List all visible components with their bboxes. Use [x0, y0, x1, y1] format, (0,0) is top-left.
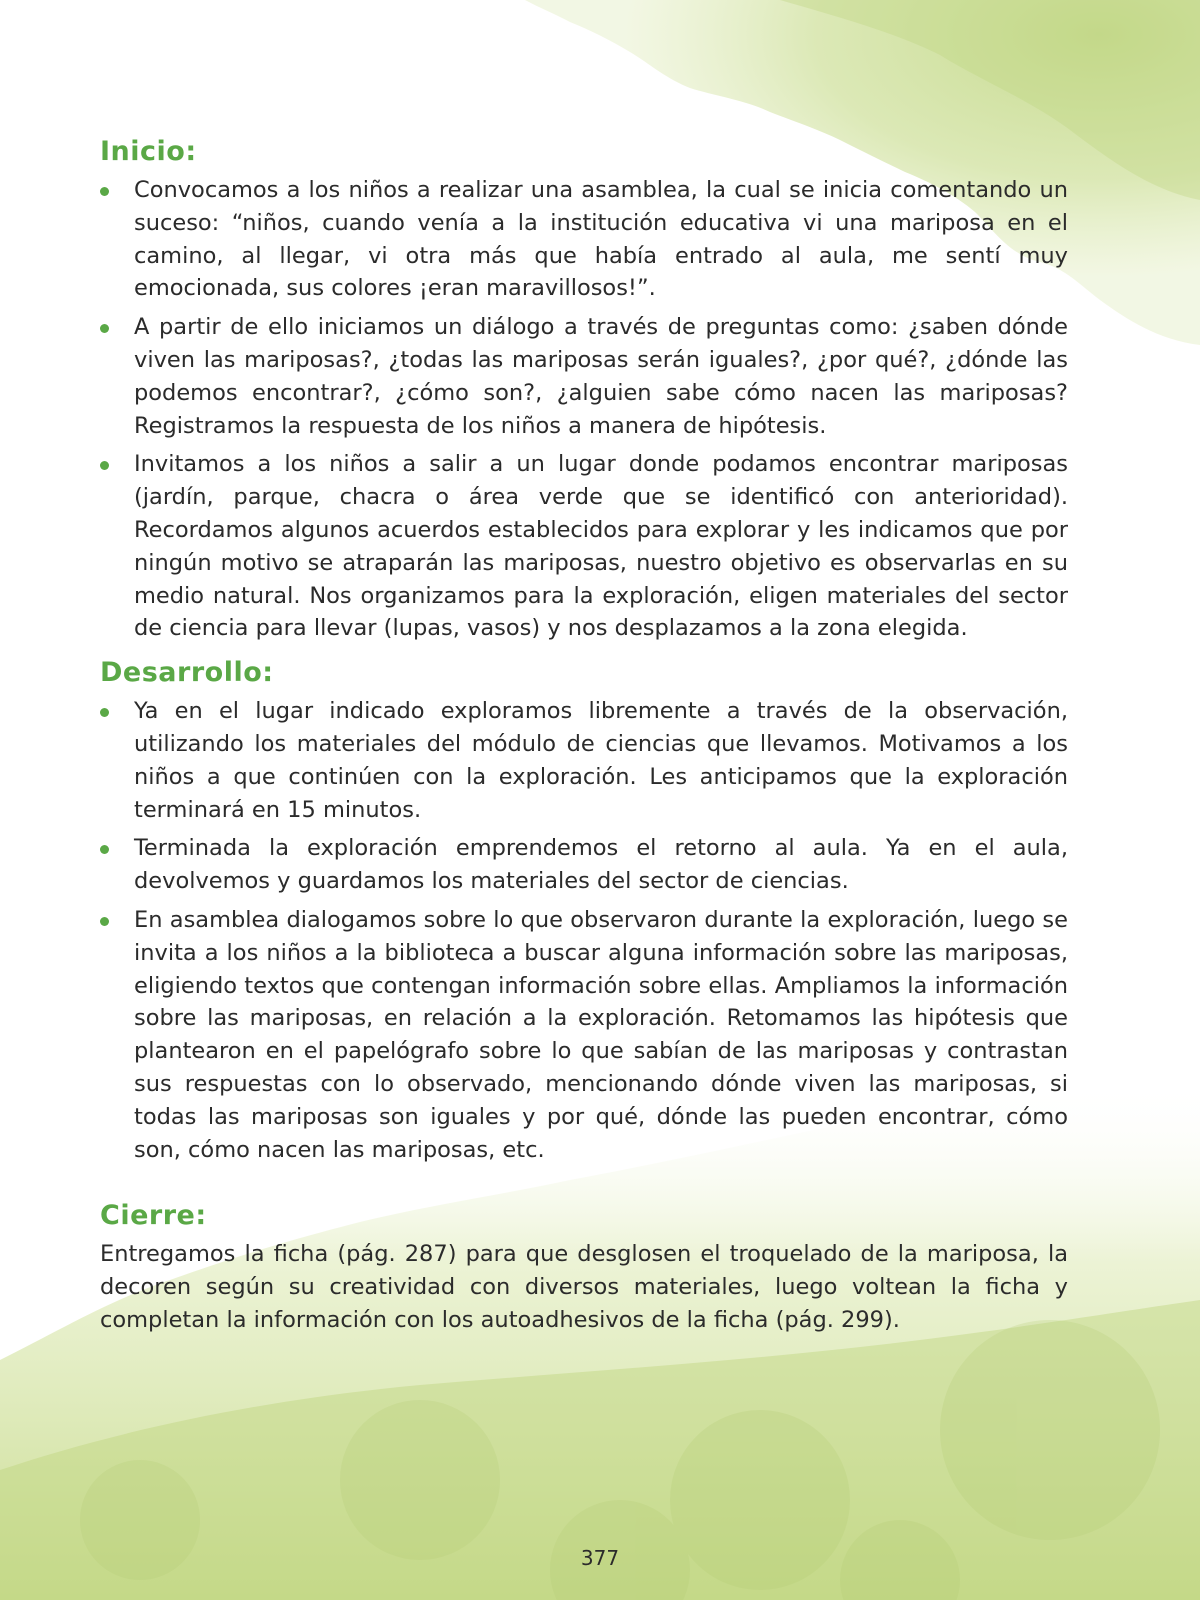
page-number: 377 [580, 1546, 620, 1570]
list-item-text: Terminada la exploración emprendemos el retorno al aula. Ya en el aula, devolvemos y guardamos los materiales del sector de ciencias. [134, 835, 1068, 895]
list-item-text: Ya en el lugar indicado exploramos libremente a través de la observación, utilizando los materiales del módulo de ciencias que llevamos. Motivamos a los niños a que continúen con la exploración. Les anticipamos que la exploración terminará en 15 minutos. [134, 698, 1068, 823]
bullet-icon [100, 917, 109, 926]
list-item-text: En asamblea dialogamos sobre lo que observaron durante la exploración, luego se invita a los niños a la biblioteca a buscar alguna información sobre las mariposas, eligiendo textos que contengan información sobre ellas. Ampliamos la información sobre las mariposas, en relación a la exploración. Retomamos las hipótesis que plantearon en el papelógrafo sobre lo que sabían de las mariposas y contrastan sus respuestas con lo observado, mencionando dónde viven las mariposas, si todas las mariposas son iguales y por qué, dónde las pueden encontrar, cómo son, cómo nacen las mariposas, etc. [134, 906, 1068, 1163]
lesson-content [100, 130, 1068, 1337]
list-item-text: A partir de ello iniciamos un diálogo a través de preguntas como: ¿saben dónde viven las mariposas?, ¿todas las mariposas serán iguales?, ¿por qué?, ¿dónde las podemos encontrar?, ¿cómo son?, ¿alguien sabe cómo nacen las mariposas? Registramos la respuesta de los niños a manera de hipótesis. [134, 314, 1068, 439]
bullet-icon [100, 845, 109, 854]
bullet-icon [100, 461, 109, 470]
section-heading-inicio: Inicio: [100, 136, 197, 167]
list-item-text: Convocamos a los niños a realizar una asamblea, la cual se inicia comentando un suceso: “niños, cuando venía a la institución educativa vi una mariposa en el camino, al llegar, vi otra más que había entrado al aula, me sentí muy emocionada, sus colores ¡eran maravillosos!”. [134, 177, 1068, 302]
list-item [100, 311, 1068, 442]
list-item [100, 904, 1068, 1166]
list-item [100, 448, 1068, 645]
bullet-icon [100, 187, 109, 196]
list-item-text: Invitamos a los niños a salir a un lugar donde podamos encontrar mariposas (jardín, parque, chacra o área verde que se identificó con anterioridad). Recordamos algunos acuerdos establecidos para explorar y les indicamos que por ningún motivo se atraparán las mariposas, nuestro objetivo es observarlas en su medio natural. Nos organizamos para la exploración, eligen materiales del sector de ciencia para llevar (lupas, vasos) y nos desplazamos a la zona elegida. [134, 451, 1068, 642]
bullet-icon [100, 708, 109, 717]
cierre-paragraph: Entregamos la ficha (pág. 287) para que desglosen el troquelado de la mariposa, la decoren según su creatividad con diversos materiales, luego voltean la ficha y completan la información con los autoadhesivos de la ficha (pág. 299). [100, 1241, 1068, 1333]
section-heading-desarrollo: Desarrollo: [100, 657, 274, 689]
list-item [100, 832, 1068, 898]
section-heading-cierre: Cierre: [100, 1200, 207, 1232]
bullet-icon [100, 324, 109, 333]
desarrollo-list [100, 695, 1068, 1166]
list-item [100, 174, 1068, 305]
list-item [100, 695, 1068, 826]
inicio-list [100, 174, 1068, 645]
